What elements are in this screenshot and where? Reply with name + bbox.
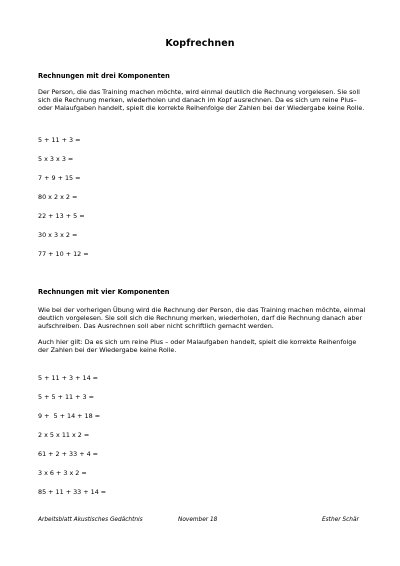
exercise-item: 3 x 6 + 3 x 2 =	[38, 469, 87, 477]
footer-author: Esther Schär	[322, 517, 359, 523]
section2-instructions: Wie bei der vorherigen Übung wird die Rechnung der Person, die das Training machen möchte, einmal deutlich vorgelesen. Sie soll sich die Rechnung merken, wiederholen, darf die Rechnung danach aber aufschreiben. Das Ausrechnen soll aber nicht schriftlich gemacht werden.	[38, 306, 366, 331]
page-title: Kopfrechnen	[165, 38, 235, 49]
exercise-item: 30 x 3 x 2 =	[38, 231, 78, 239]
section2-note: Auch hier gilt: Da es sich um reine Plus – oder Malaufgaben handelt, spielt die korrekte Reihenfolge der Zahlen bei der Wiedergabe keine Rolle.	[38, 338, 357, 355]
exercise-item: 85 + 11 + 33 + 14 =	[38, 488, 107, 496]
exercise-item: 7 + 9 + 15 =	[38, 174, 81, 182]
section1-instructions: Der Person, die das Training machen möchte, wird einmal deutlich die Rechnung vorgelesen. Sie soll sich die Rechnung merken, wiederholen und danach im Kopf ausrechnen. Da es sich um reine Plus– oder Malaufgaben handelt, spielt die korrekte Reihenfolge der Zahlen bei der Wiedergabe keine Rolle.	[38, 88, 365, 113]
exercise-item: 5 + 5 + 11 + 3 =	[38, 393, 94, 401]
exercise-item: 77 + 10 + 12 =	[38, 250, 89, 258]
exercise-item: 5 + 11 + 3 + 14 =	[38, 374, 99, 382]
footer-worksheet-name: Arbeitsblatt Akustisches Gedächtnis	[38, 517, 143, 523]
exercise-item: 80 x 2 x 2 =	[38, 193, 78, 201]
exercise-item: 9 + 5 + 14 + 18 =	[38, 412, 101, 420]
exercise-item: 22 + 13 + 5 =	[38, 212, 85, 220]
section-heading-four-components: Rechnungen mit vier Komponenten	[38, 288, 170, 296]
exercise-item: 5 x 3 x 3 =	[38, 155, 74, 163]
exercise-item: 61 + 2 + 33 + 4 =	[38, 450, 99, 458]
exercise-item: 5 + 11 + 3 =	[38, 136, 81, 144]
section-heading-three-components: Rechnungen mit drei Komponenten	[38, 72, 170, 80]
exercise-item: 2 x 5 x 11 x 2 =	[38, 431, 90, 439]
footer-date: November 18	[178, 517, 218, 523]
